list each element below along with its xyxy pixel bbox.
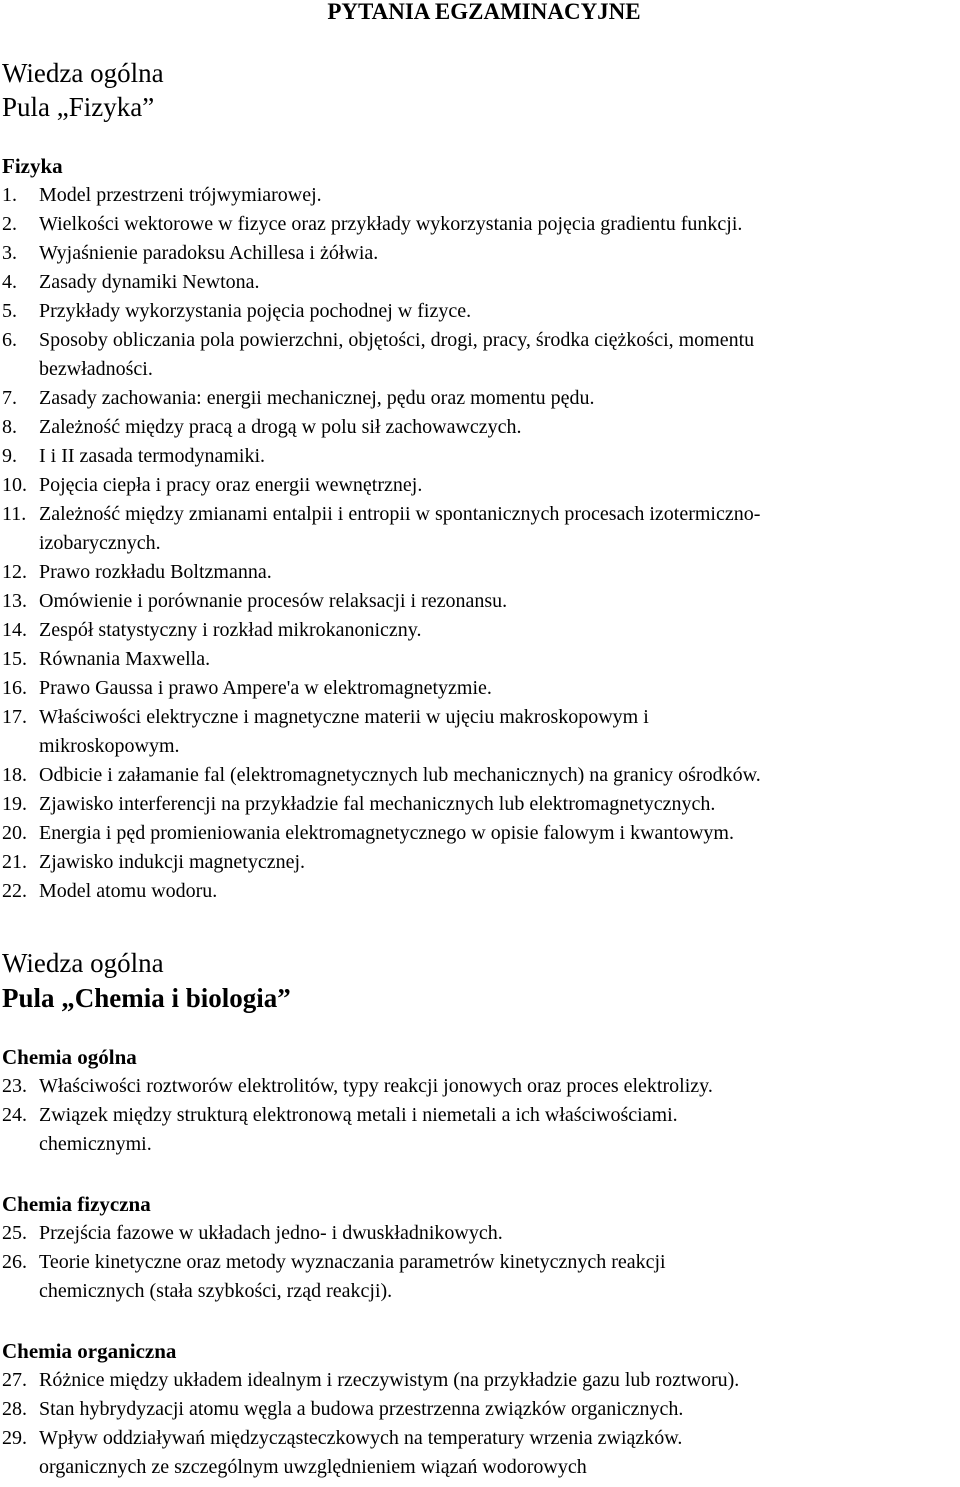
question-number: 2. <box>2 213 17 235</box>
question-item <box>2 500 956 558</box>
question-number: 20. <box>2 822 27 844</box>
question-item <box>2 413 956 442</box>
question-number: 6. <box>2 329 17 351</box>
question-item <box>2 1248 956 1306</box>
question-item <box>2 674 956 703</box>
question-text: Przykłady wykorzystania pojęcia pochodnej w fizyce. <box>39 300 472 322</box>
section-heading-general-knowledge: Wiedza ogólna <box>2 58 164 88</box>
question-number: 12. <box>2 561 27 583</box>
question-text: Zjawisko indukcji magnetycznej. <box>39 851 306 873</box>
question-text: Sposoby obliczania pola powierzchni, objętości, drogi, pracy, środka ciężkości, momentu <box>39 329 755 351</box>
section-heading-pool-chemistry-biology: Pula „Chemia i biologia” <box>2 983 291 1013</box>
question-text-continued: bezwładności. <box>39 358 153 380</box>
question-text-continued: chemicznymi. <box>39 1133 152 1155</box>
question-text: Zasady dynamiki Newtona. <box>39 271 260 293</box>
question-number: 21. <box>2 851 27 873</box>
question-text: I i II zasada termodynamiki. <box>39 445 266 467</box>
question-item <box>2 703 956 761</box>
question-item <box>2 848 956 877</box>
question-text: Zależność między pracą a drogą w polu sił zachowawczych. <box>39 416 522 438</box>
question-text: Przejścia fazowe w układach jedno- i dwuskładnikowych. <box>39 1222 503 1244</box>
section-heading-general-knowledge: Wiedza ogólna <box>2 948 164 978</box>
subheading-physical-chemistry: Chemia fizyczna <box>2 1192 151 1216</box>
question-number: 23. <box>2 1075 27 1097</box>
question-item <box>2 1219 956 1248</box>
question-item <box>2 1072 956 1101</box>
subheading-organic-chemistry: Chemia organiczna <box>2 1339 177 1363</box>
question-text: Teorie kinetyczne oraz metody wyznaczania parametrów kinetycznych reakcji <box>39 1251 666 1273</box>
question-text: Prawo rozkładu Boltzmanna. <box>39 561 272 583</box>
question-number: 1. <box>2 184 17 206</box>
question-number: 9. <box>2 445 17 467</box>
question-number: 3. <box>2 242 17 264</box>
question-number: 11. <box>2 503 27 525</box>
question-number: 13. <box>2 590 27 612</box>
question-text: Stan hybrydyzacji atomu węgla a budowa przestrzenna związków organicznych. <box>39 1398 684 1420</box>
question-text: Właściwości roztworów elektrolitów, typy reakcji jonowych oraz proces elektrolizy. <box>39 1075 713 1097</box>
question-item <box>2 819 956 848</box>
question-number: 14. <box>2 619 27 641</box>
question-item <box>2 210 956 239</box>
question-number: 16. <box>2 677 27 699</box>
question-item <box>2 297 956 326</box>
question-item <box>2 587 956 616</box>
question-number: 27. <box>2 1369 27 1391</box>
question-text: Wielkości wektorowe w fizyce oraz przykłady wykorzystania pojęcia gradientu funkcji. <box>39 213 743 235</box>
question-item <box>2 181 956 210</box>
question-number: 22. <box>2 880 27 902</box>
question-number: 5. <box>2 300 17 322</box>
question-item <box>2 384 956 413</box>
question-number: 28. <box>2 1398 27 1420</box>
question-text: Różnice między układem idealnym i rzeczywistym (na przykładzie gazu lub roztworu). <box>39 1369 740 1391</box>
subheading-general-chemistry: Chemia ogólna <box>2 1045 137 1069</box>
question-item <box>2 877 956 906</box>
question-number: 4. <box>2 271 17 293</box>
question-number: 19. <box>2 793 27 815</box>
question-item <box>2 268 956 297</box>
question-number: 29. <box>2 1427 27 1449</box>
question-number: 15. <box>2 648 27 670</box>
question-item <box>2 1424 956 1482</box>
question-text: Zasady zachowania: energii mechanicznej, pędu oraz momentu pędu. <box>39 387 595 409</box>
question-item <box>2 1395 956 1424</box>
question-text: Odbicie i załamanie fal (elektromagnetycznych lub mechanicznych) na granicy ośrodków. <box>39 764 761 786</box>
question-item <box>2 616 956 645</box>
question-item <box>2 761 956 790</box>
question-text: Wpływ oddziaływań międzycząsteczkowych na temperatury wrzenia związków. <box>39 1427 683 1449</box>
question-item <box>2 645 956 674</box>
question-text-continued: chemicznych (stała szybkości, rząd reakcji). <box>39 1280 393 1302</box>
question-number: 18. <box>2 764 27 786</box>
question-item <box>2 239 956 268</box>
question-text: Właściwości elektryczne i magnetyczne materii w ujęciu makroskopowym i <box>39 706 649 728</box>
question-text: Model przestrzeni trójwymiarowej. <box>39 184 322 206</box>
question-item <box>2 442 956 471</box>
question-number: 10. <box>2 474 27 496</box>
question-number: 26. <box>2 1251 27 1273</box>
question-item <box>2 471 956 500</box>
question-number: 7. <box>2 387 17 409</box>
question-number: 17. <box>2 706 27 728</box>
question-text: Omówienie i porównanie procesów relaksacji i rezonansu. <box>39 590 508 612</box>
question-text: Wyjaśnienie paradoksu Achillesa i żółwia. <box>39 242 379 264</box>
question-item <box>2 1101 956 1159</box>
question-item <box>2 326 956 384</box>
question-text: Zależność między zmianami entalpii i entropii w spontanicznych procesach izotermiczno- <box>39 503 761 525</box>
question-number: 8. <box>2 416 17 438</box>
question-text: Prawo Gaussa i prawo Ampere'a w elektromagnetyzmie. <box>39 677 492 699</box>
question-item <box>2 558 956 587</box>
question-text: Pojęcia ciepła i pracy oraz energii wewnętrznej. <box>39 474 423 496</box>
question-text-continued: mikroskopowym. <box>39 735 180 757</box>
section-heading-pool-physics: Pula „Fizyka” <box>2 92 155 122</box>
question-item <box>2 790 956 819</box>
question-text: Związek między strukturą elektronową metali i niemetali a ich właściwościami. <box>39 1104 678 1126</box>
question-text: Model atomu wodoru. <box>39 880 218 902</box>
document-title: PYTANIA EGZAMINACYJNE <box>327 0 641 24</box>
question-text: Zjawisko interferencji na przykładzie fal mechanicznych lub elektromagnetycznych. <box>39 793 716 815</box>
question-text: Energia i pęd promieniowania elektromagnetycznego w opisie falowym i kwantowym. <box>39 822 734 844</box>
question-text: Równania Maxwella. <box>39 648 211 670</box>
question-number: 24. <box>2 1104 27 1126</box>
question-item <box>2 1366 956 1395</box>
question-text: Zespół statystyczny i rozkład mikrokanoniczny. <box>39 619 422 641</box>
question-text-continued: organicznych ze szczególnym uwzględnieniem wiązań wodorowych <box>39 1456 587 1478</box>
question-number: 25. <box>2 1222 27 1244</box>
question-text-continued: izobarycznych. <box>39 532 161 554</box>
subheading-physics: Fizyka <box>2 154 63 178</box>
